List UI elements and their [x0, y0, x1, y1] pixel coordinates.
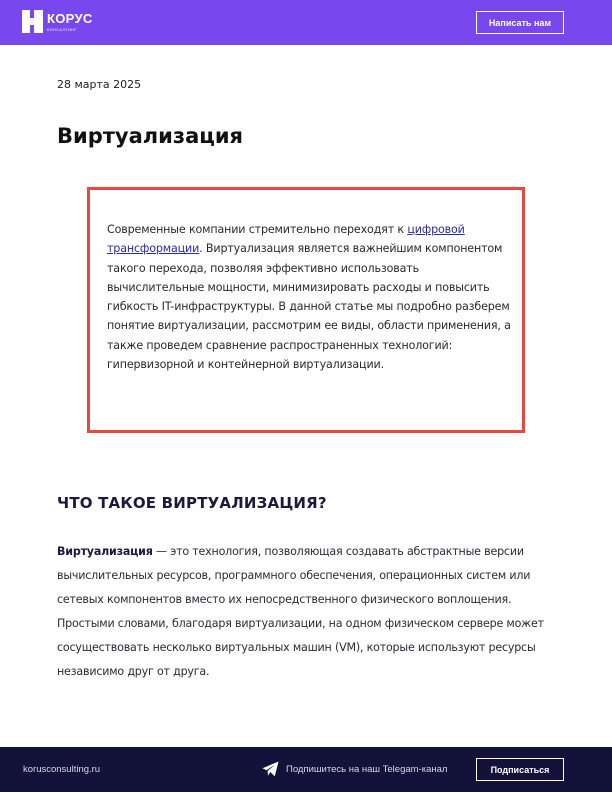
subscribe-button[interactable]: Подписаться — [476, 758, 564, 781]
section-term: Виртуализация — [57, 545, 153, 558]
publish-date: 28 марта 2025 — [57, 78, 142, 91]
contact-us-button[interactable]: Написать нам — [476, 11, 564, 34]
logo-mark-icon — [22, 10, 43, 33]
digital-transformation-link[interactable]: цифровой трансформации — [107, 223, 465, 256]
section-text: — это технология, позволяющая создавать абстрактные версии вычислительных ресурсов, программного обеспечения, операционных систем или сетевых компонентов вместо их непосредственного физического воплощения. Простыми словами, благодаря виртуализации, на одном физическом сервере может сосуществовать несколько виртуальных машин (VM), которые используют ресурсы независимо друг от друга. — [57, 545, 544, 679]
intro-text-after: . Виртуализация является важнейшим компонентом такого перехода, позволяя эффективно использовать вычислительные мощности, минимизировать расходы и повысить гибкость IT-инфраструктуры. В данной статье мы подробно разберем понятие виртуализации, рассмотрим ее виды, области применения, а также проведем сравнение распространенных технологий: гипервизорной и контейнерной виртуализации. — [107, 242, 511, 372]
section-heading: ЧТО ТАКОЕ ВИРТУАЛИЗАЦИЯ? — [57, 494, 327, 512]
intro-callout — [87, 187, 525, 433]
footer-bar — [0, 747, 612, 792]
telegram-promo[interactable] — [262, 761, 447, 777]
intro-paragraph — [107, 220, 512, 374]
intro-text-before: Современные компании стремительно переходят к — [107, 223, 408, 236]
page-title: Виртуализация — [57, 124, 244, 148]
logo-subtitle: КОНСАЛТИНГ — [47, 26, 77, 32]
section-paragraph — [57, 540, 557, 685]
logo-name: КОРУС — [47, 10, 93, 26]
korus-logo[interactable] — [22, 10, 93, 33]
telegram-icon — [262, 761, 279, 777]
site-link[interactable]: korusconsulting.ru — [23, 764, 101, 775]
top-header — [0, 0, 612, 45]
logo-text — [47, 12, 93, 32]
telegram-text: Подпишитесь на наш Telegam-канал — [286, 763, 448, 775]
